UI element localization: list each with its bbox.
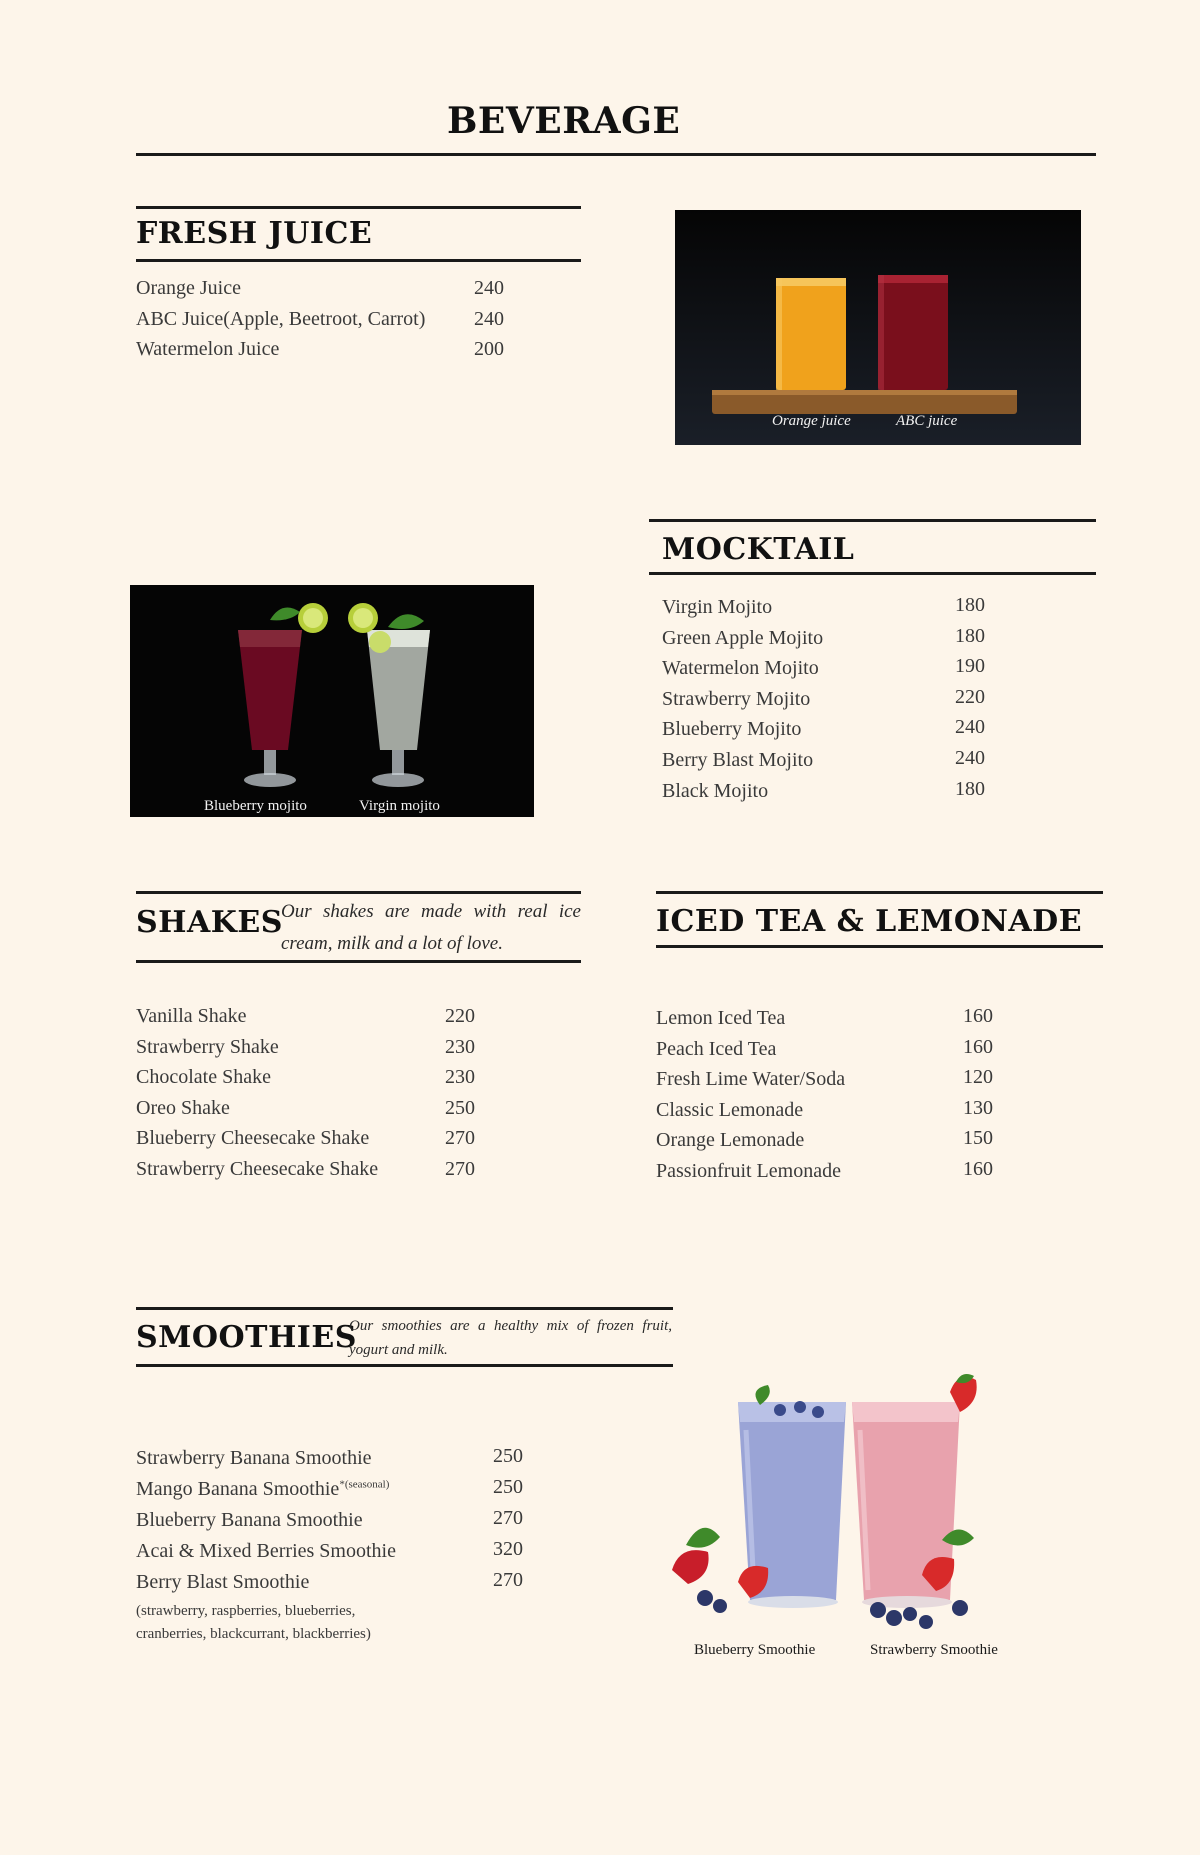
section-rule-top — [136, 1307, 673, 1310]
menu-item-price: 180 — [955, 594, 985, 616]
menu-item-name: Oreo Shake — [136, 1097, 230, 1119]
smoothies-description: Our smoothies are a healthy mix of frozen fruit, yogurt and milk. — [349, 1318, 672, 1358]
menu-item-price: 240 — [955, 716, 985, 738]
menu-item-name: Orange Juice — [136, 277, 241, 299]
menu-item-price: 270 — [493, 1507, 523, 1529]
menu-item-name: Strawberry Cheesecake Shake — [136, 1158, 379, 1180]
menu-item-price: 190 — [955, 655, 985, 677]
menu-item-price: 270 — [493, 1569, 523, 1591]
menu-item-name: Vanilla Shake — [136, 1005, 247, 1027]
menu-item-price: 180 — [955, 778, 985, 800]
section-rule-top — [656, 891, 1103, 894]
menu-item-price: 250 — [493, 1445, 523, 1467]
menu-item-price: 180 — [955, 625, 985, 647]
menu-item-price: 230 — [445, 1066, 475, 1088]
photo-caption: Orange juice — [772, 413, 851, 429]
photo-caption: ABC juice — [896, 413, 958, 429]
section-rule-bottom — [649, 572, 1096, 575]
menu-item-price: 270 — [445, 1158, 475, 1180]
photo-caption: Virgin mojito — [359, 798, 440, 814]
menu-item-name: Fresh Lime Water/Soda — [656, 1068, 846, 1090]
menu-item-name: Classic Lemonade — [656, 1099, 804, 1121]
juice-glasses-illustration — [675, 210, 1081, 445]
section-rule-bottom — [136, 1364, 673, 1367]
menu-item-name: Passionfruit Lemonade — [656, 1160, 841, 1182]
menu-item-name: ABC Juice(Apple, Beetroot, Carrot) — [136, 308, 426, 330]
menu-item-name: Strawberry Banana Smoothie — [136, 1447, 372, 1469]
menu-item-price: 240 — [955, 747, 985, 769]
menu-item-price: 250 — [445, 1097, 475, 1119]
menu-item-price: 120 — [963, 1066, 993, 1088]
menu-item-name: Green Apple Mojito — [662, 627, 824, 649]
section-rule-bottom — [136, 259, 581, 262]
section-rule-bottom — [656, 945, 1103, 948]
menu-item-price: 130 — [963, 1097, 993, 1119]
photo-caption: Blueberry mojito — [204, 798, 307, 814]
menu-item-name: Blueberry Cheesecake Shake — [136, 1127, 370, 1149]
menu-item-name: Berry Blast Smoothie — [136, 1571, 310, 1593]
shakes-description: Our shakes are made with real ice cream, milk and a lot of love. — [281, 901, 581, 954]
menu-item-price: 270 — [445, 1127, 475, 1149]
menu-item-name: Peach Iced Tea — [656, 1038, 777, 1060]
page-title-rule — [136, 153, 1096, 156]
mocktail-title: MOCKTAIL — [662, 532, 855, 567]
smoothie-glasses-illustration — [660, 1360, 1030, 1660]
menu-item-price: 250 — [493, 1476, 523, 1498]
menu-item-name: Watermelon Mojito — [662, 657, 819, 679]
menu-item-price: 230 — [445, 1036, 475, 1058]
photo-caption: Blueberry Smoothie — [694, 1642, 816, 1658]
menu-item-name: Watermelon Juice — [136, 338, 280, 360]
smoothie-photo — [660, 1360, 1030, 1660]
menu-item-price: 240 — [474, 277, 504, 299]
section-rule-top — [136, 891, 581, 894]
photo-caption: Strawberry Smoothie — [870, 1642, 998, 1658]
menu-item-name: Blueberry Banana Smoothie — [136, 1509, 363, 1531]
section-rule-top — [649, 519, 1096, 522]
menu-item-name: Blueberry Mojito — [662, 718, 802, 740]
menu-item-price: 320 — [493, 1538, 523, 1560]
menu-item-name: Orange Lemonade — [656, 1129, 805, 1151]
menu-item-name: Strawberry Mojito — [662, 688, 811, 710]
smoothies-title: SMOOTHIES — [136, 1320, 357, 1355]
menu-item-name-text: Mango Banana Smoothie — [136, 1478, 340, 1500]
menu-item-price: 160 — [963, 1158, 993, 1180]
fresh-juice-title: FRESH JUICE — [136, 216, 373, 251]
menu-item-price: 160 — [963, 1005, 993, 1027]
iced-tea-title: ICED TEA & LEMONADE — [656, 904, 1083, 939]
seasonal-note: *(seasonal) — [339, 1478, 390, 1491]
shakes-title: SHAKES — [136, 905, 283, 940]
mojito-glasses-illustration — [130, 585, 534, 817]
section-rule-bottom — [136, 960, 581, 963]
section-rule-top — [136, 206, 581, 209]
menu-item-name — [136, 1478, 389, 1501]
page-title: BEVERAGE — [447, 100, 681, 142]
menu-item-price: 200 — [474, 338, 504, 360]
menu-item-name: Strawberry Shake — [136, 1036, 279, 1058]
menu-item-name: Black Mojito — [662, 780, 769, 802]
menu-item-name: Chocolate Shake — [136, 1066, 271, 1088]
menu-item-name: Virgin Mojito — [662, 596, 773, 618]
menu-item-price: 150 — [963, 1127, 993, 1149]
menu-item-price: 240 — [474, 308, 504, 330]
menu-item-price: 160 — [963, 1036, 993, 1058]
menu-item-name: Lemon Iced Tea — [656, 1007, 786, 1029]
mojito-photo — [130, 585, 534, 817]
menu-item-name: Acai & Mixed Berries Smoothie — [136, 1540, 396, 1562]
berry-blast-ingredients-note: (strawberry, raspberries, blueberries, cranberries, blackcurrant, blackberries) — [136, 1603, 371, 1642]
menu-item-price: 220 — [445, 1005, 475, 1027]
juice-photo — [675, 210, 1081, 445]
menu-item-price: 220 — [955, 686, 985, 708]
menu-item-name: Berry Blast Mojito — [662, 749, 814, 771]
